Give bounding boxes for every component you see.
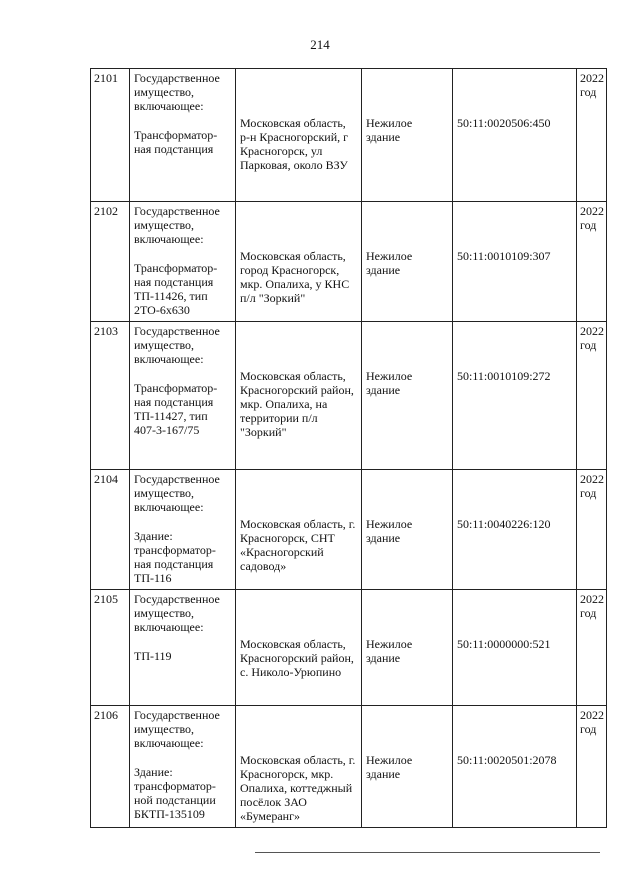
cadastral-number: 50:11:0010109:307 (457, 249, 551, 263)
row-number: 2106 (91, 706, 130, 828)
object-kind-cell (362, 69, 453, 202)
row-number: 2101 (91, 69, 130, 202)
address-cell (236, 470, 362, 590)
year: 2022 год (577, 322, 607, 470)
address: Московская область, р-н Красногорский, г Красногорск, ул Парковая, около ВЗУ (240, 116, 349, 172)
cadastral-number: 50:11:0040226:120 (457, 517, 551, 531)
object-kind: Нежилое здание (366, 249, 413, 277)
cadastral-number: 50:11:0020506:450 (457, 116, 551, 130)
object-name-cell (130, 69, 236, 202)
address: Московская область, Красногорский район, с. Николо-Урюпино (240, 637, 354, 679)
object-kind: Нежилое здание (366, 753, 413, 781)
footer-divider (255, 852, 600, 853)
address: Московская область, г. Красногорск, СНТ «Красногорский садовод» (240, 517, 356, 573)
cadastral-cell (453, 322, 577, 470)
table-row (91, 470, 607, 590)
address: Московская область, город Красногорск, мкр. Опалиха, у КНС п/л "Зоркий" (240, 249, 350, 305)
cadastral-cell (453, 590, 577, 706)
group-caption: Государственное имущество, включающее: (134, 204, 220, 246)
object-name: Здание: трансформатор-ной подстанции БКТП-135109 (134, 765, 216, 821)
row-number: 2104 (91, 470, 130, 590)
object-kind-cell (362, 706, 453, 828)
page-number: 214 (310, 37, 330, 52)
object-name-cell (130, 590, 236, 706)
year: 2022 год (577, 590, 607, 706)
table-row (91, 590, 607, 706)
object-name-cell (130, 202, 236, 322)
object-name-cell (130, 470, 236, 590)
object-kind: Нежилое здание (366, 116, 413, 144)
object-kind-cell (362, 590, 453, 706)
address-cell (236, 590, 362, 706)
property-registry-table (90, 68, 607, 828)
object-name-cell (130, 322, 236, 470)
object-kind: Нежилое здание (366, 517, 413, 545)
group-caption: Государственное имущество, включающее: (134, 71, 220, 113)
address-cell (236, 202, 362, 322)
group-caption: Государственное имущество, включающее: (134, 592, 220, 634)
cadastral-cell (453, 202, 577, 322)
object-name: Трансформатор-ная подстанция ТП-11427, тип 407-3-167/75 (134, 381, 218, 437)
table-row (91, 706, 607, 828)
year: 2022 год (577, 202, 607, 322)
year: 2022 год (577, 706, 607, 828)
address-cell (236, 706, 362, 828)
object-kind: Нежилое здание (366, 369, 413, 397)
year: 2022 год (577, 470, 607, 590)
table-row (91, 69, 607, 202)
group-caption: Государственное имущество, включающее: (134, 472, 220, 514)
cadastral-number: 50:11:0000000:521 (457, 637, 551, 651)
cadastral-cell (453, 470, 577, 590)
object-kind-cell (362, 202, 453, 322)
year: 2022 год (577, 69, 607, 202)
address: Московская область, Красногорский район, мкр. Опалиха, на территории п/л "Зоркий" (240, 369, 354, 439)
table-row (91, 322, 607, 470)
address-cell (236, 322, 362, 470)
address-cell (236, 69, 362, 202)
object-name: Трансформатор-ная подстанция (134, 128, 218, 156)
object-kind-cell (362, 322, 453, 470)
row-number: 2103 (91, 322, 130, 470)
row-number: 2102 (91, 202, 130, 322)
address: Московская область, г. Красногорск, мкр. Опалиха, коттеджный посёлок ЗАО «Бумеранг» (240, 753, 356, 823)
object-name-cell (130, 706, 236, 828)
group-caption: Государственное имущество, включающее: (134, 708, 220, 750)
object-kind-cell (362, 470, 453, 590)
group-caption: Государственное имущество, включающее: (134, 324, 220, 366)
cadastral-cell (453, 69, 577, 202)
cadastral-number: 50:11:0020501:2078 (457, 753, 557, 767)
row-number: 2105 (91, 590, 130, 706)
object-name: Здание: трансформатор-ная подстанция ТП-116 (134, 529, 216, 585)
cadastral-cell (453, 706, 577, 828)
object-name: Трансформатор-ная подстанция ТП-11426, тип 2ТО-6х630 (134, 261, 218, 317)
cadastral-number: 50:11:0010109:272 (457, 369, 551, 383)
table-row (91, 202, 607, 322)
object-name: ТП-119 (134, 649, 172, 663)
object-kind: Нежилое здание (366, 637, 413, 665)
